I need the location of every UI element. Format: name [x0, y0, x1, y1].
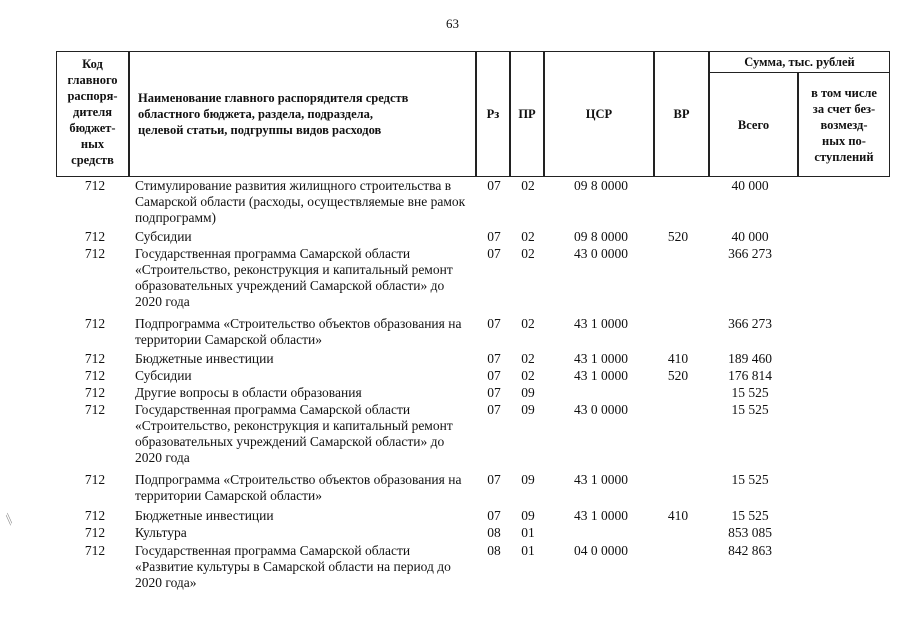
scan-margin-mark-icon: ⁄⁄	[2, 513, 18, 526]
cell-csr: 43 1 0000	[574, 508, 628, 523]
cell-pr: 02	[521, 368, 535, 383]
header-code-line: бюджет-	[69, 121, 116, 135]
cell-csr: 43 1 0000	[574, 368, 628, 383]
cell-code: 712	[84, 402, 106, 417]
cell-csr: 43 0 0000	[574, 246, 628, 261]
cell-rz: 07	[487, 316, 501, 331]
header-incl-line: возмезд-	[820, 117, 868, 132]
cell-name: Бюджетные инвестиции	[135, 351, 274, 366]
cell-name: Государственная программа Самарской области «Строительство, реконструкция и капитальный ремонт образовательных учреждений Самарской области» до 2020 года	[135, 246, 453, 309]
cell-csr: 43 1 0000	[574, 472, 628, 487]
cell-code: 712	[84, 385, 106, 400]
cell-pr: 09	[521, 508, 535, 523]
header-incl-line: ступлений	[814, 149, 874, 164]
cell-pr: 01	[521, 525, 535, 540]
cell-code: 712	[84, 246, 106, 261]
cell-code: 712	[84, 351, 106, 366]
header-vr: ВР	[654, 51, 709, 177]
cell-rz: 07	[487, 368, 501, 383]
cell-rz: 08	[487, 543, 501, 558]
cell-name: Бюджетные инвестиции	[135, 508, 274, 523]
cell-name: Подпрограмма «Строительство объектов образования на территории Самарской области»	[135, 316, 462, 347]
header-incl	[798, 72, 890, 177]
cell-csr: 43 1 0000	[574, 351, 628, 366]
cell-csr: 04 0 0000	[574, 543, 628, 558]
cell-code: 712	[84, 525, 106, 540]
cell-code: 712	[84, 229, 106, 244]
cell-name: Другие вопросы в области образования	[135, 385, 362, 400]
header-total: Всего	[709, 72, 798, 177]
cell-code: 712	[84, 543, 106, 558]
cell-name: Государственная программа Самарской области «Строительство, реконструкция и капитальный ремонт образовательных учреждений Самарской области» до 2020 года	[135, 402, 453, 465]
cell-total: 40 000	[731, 229, 769, 244]
header-code-line: Код	[82, 57, 103, 71]
cell-rz: 08	[487, 525, 501, 540]
cell-name: Подпрограмма «Строительство объектов образования на территории Самарской области»	[135, 472, 462, 503]
cell-total: 366 273	[728, 316, 772, 331]
cell-name: Субсидии	[135, 368, 192, 383]
header-name-line: Наименование главного распорядителя средств	[138, 91, 409, 105]
cell-total: 15 525	[731, 402, 769, 417]
cell-total: 842 863	[728, 543, 772, 558]
page-number: 63	[446, 16, 459, 31]
header-name	[129, 51, 476, 177]
cell-vr: 520	[667, 229, 689, 244]
cell-total: 853 085	[728, 525, 772, 540]
cell-pr: 02	[521, 178, 535, 193]
cell-pr: 09	[521, 472, 535, 487]
header-name-line: целевой статьи, подгруппы видов расходов	[138, 123, 382, 137]
cell-rz: 07	[487, 229, 501, 244]
cell-rz: 07	[487, 178, 501, 193]
cell-vr: 520	[667, 368, 689, 383]
header-name-line: областного бюджета, раздела, подраздела,	[138, 107, 374, 121]
table-header	[57, 51, 890, 177]
cell-code: 712	[84, 508, 106, 523]
cell-vr: 410	[667, 508, 689, 523]
header-code-line: средств	[71, 153, 114, 167]
cell-name: Культура	[135, 525, 187, 540]
cell-rz: 07	[487, 246, 501, 261]
header-code-text	[67, 56, 117, 168]
header-rz: Рз	[476, 51, 510, 177]
cell-vr: 410	[667, 351, 689, 366]
cell-name: Субсидии	[135, 229, 192, 244]
cell-total: 40 000	[731, 178, 769, 193]
cell-name: Стимулирование развития жилищного строительства в Самарской области (расходы, осуществляемые вне рамок подпрограмм)	[135, 178, 466, 225]
cell-total: 366 273	[728, 246, 772, 261]
cell-name: Государственная программа Самарской области «Развитие культуры в Самарской области на период до 2020 года»	[135, 543, 451, 590]
cell-pr: 09	[521, 385, 535, 400]
cell-rz: 07	[487, 508, 501, 523]
cell-total: 15 525	[731, 472, 769, 487]
cell-code: 712	[84, 178, 106, 193]
cell-csr: 43 1 0000	[574, 316, 628, 331]
header-code	[56, 51, 129, 177]
cell-csr: 09 8 0000	[574, 178, 628, 193]
cell-total: 15 525	[731, 385, 769, 400]
header-pr: ПР	[510, 51, 544, 177]
header-incl-line: в том числе	[811, 85, 877, 100]
cell-pr: 02	[521, 246, 535, 261]
cell-code: 712	[84, 316, 106, 331]
cell-rz: 07	[487, 385, 501, 400]
header-incl-line: ных по-	[822, 133, 866, 148]
header-sum-title: Сумма, тыс. рублей	[709, 51, 890, 73]
cell-total: 15 525	[731, 508, 769, 523]
cell-rz: 07	[487, 351, 501, 366]
cell-pr: 09	[521, 402, 535, 417]
cell-code: 712	[84, 472, 106, 487]
cell-rz: 07	[487, 402, 501, 417]
cell-csr: 43 0 0000	[574, 402, 628, 417]
cell-pr: 02	[521, 316, 535, 331]
header-code-line: ных	[80, 137, 105, 151]
cell-code: 712	[84, 368, 106, 383]
cell-rz: 07	[487, 472, 501, 487]
header-csr: ЦСР	[544, 51, 654, 177]
header-incl-line: за счет без-	[812, 101, 876, 116]
cell-total: 176 814	[728, 368, 772, 383]
cell-pr: 02	[521, 229, 535, 244]
header-code-line: дителя	[73, 105, 112, 119]
cell-pr: 01	[521, 543, 535, 558]
header-code-line: распоря-	[67, 89, 118, 103]
cell-total: 189 460	[728, 351, 772, 366]
header-code-line: главного	[67, 73, 118, 87]
cell-pr: 02	[521, 351, 535, 366]
cell-csr: 09 8 0000	[574, 229, 628, 244]
